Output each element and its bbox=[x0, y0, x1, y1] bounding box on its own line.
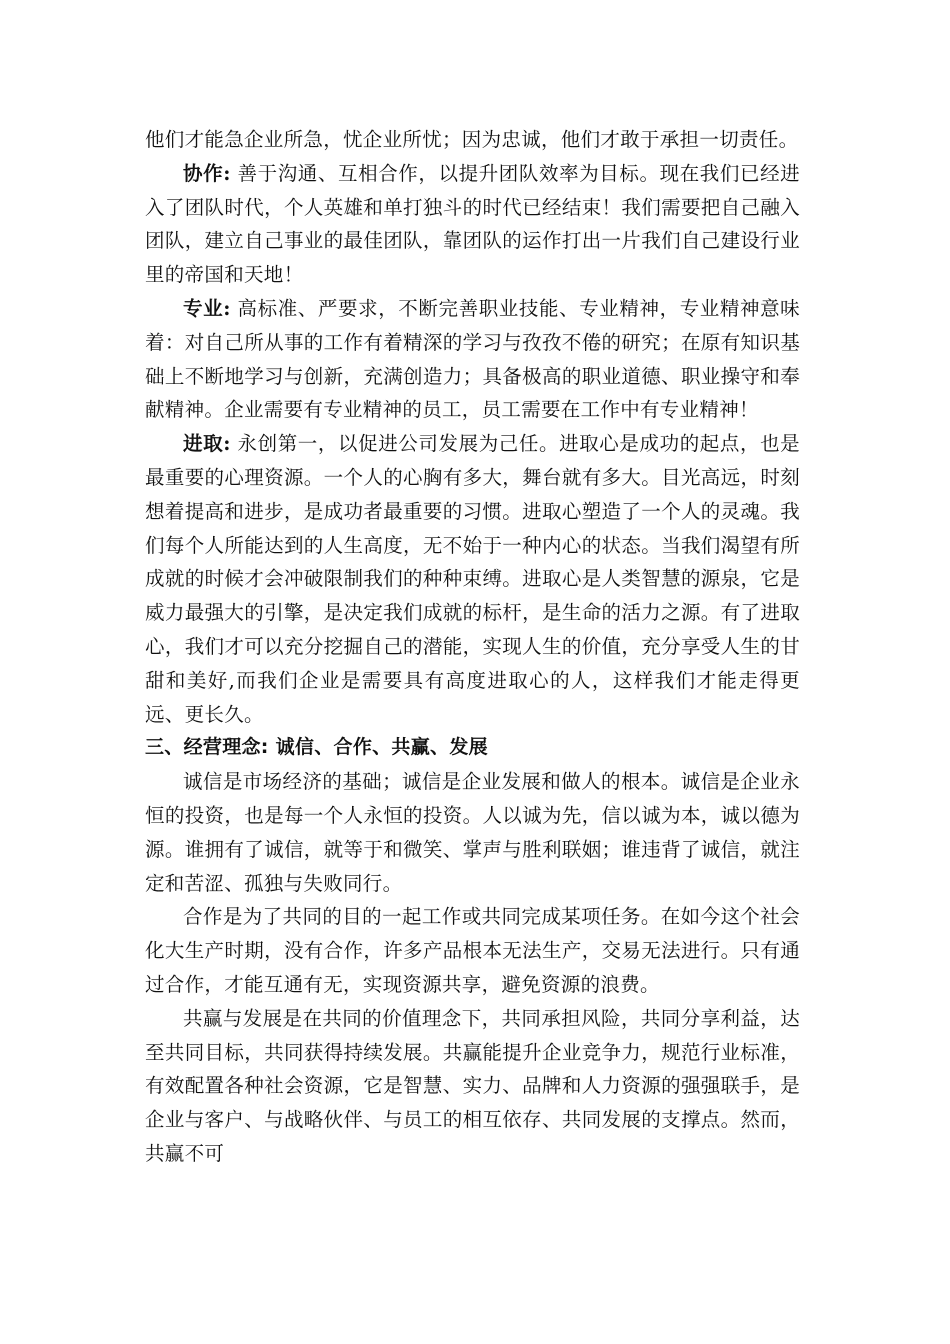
section-heading: 三、经营理念: 诚信、合作、共赢、发展 bbox=[145, 736, 488, 759]
paragraph-integrity bbox=[145, 765, 800, 900]
document-body bbox=[145, 123, 800, 1171]
paragraph-text: 他们才能急企业所急，忧企业所忧；因为忠诚，他们才敢于承担一切责任。 bbox=[145, 128, 799, 151]
paragraph-text: 高标准、严要求，不断完善职业技能、专业精神，专业精神意味着：对自己所从事的工作有着精深的学习与孜孜不倦的研究；在原有知识基础上不断地学习与创新，充满创造力；具备极高的职业道德、职业操守和奉献精神。企业需要有专业精神的员工，员工需要在工作中有专业精神！ bbox=[145, 296, 800, 422]
paragraph-text: 合作是为了共同的目的一起工作或共同完成某项任务。在如今这个社会化大生产时期，没有合作，许多产品根本无法生产，交易无法进行。只有通过合作，才能互通有无，实现资源共享，避免资源的浪费。 bbox=[145, 905, 800, 996]
paragraph-text: 共赢与发展是在共同的价值理念下，共同承担风险，共同分享利益，达至共同目标，共同获得持续发展。共赢能提升企业竞争力，规范行业标准，有效配置各种社会资源，它是智慧、实力、品牌和人力资源的强强联手，是企业与客户、与战略伙伴、与员工的相互依存、共同发展的支撑点。然而，共赢不可 bbox=[145, 1006, 800, 1165]
paragraph-text: 诚信是市场经济的基础；诚信是企业发展和做人的根本。诚信是企业永恒的投资，也是每一个人永恒的投资。人以诚为先，信以诚为本，诚以德为源。谁拥有了诚信，就等于和微笑、掌声与胜利联姻；谁违背了诚信，就注定和苦涩、孤独与失败同行。 bbox=[145, 770, 800, 895]
paragraph-collaboration bbox=[145, 157, 800, 292]
paragraph-loyalty-continued bbox=[145, 123, 800, 157]
paragraph-cooperation bbox=[145, 900, 800, 1001]
paragraph-text: 永创第一，以促进公司发展为己任。进取心是成功的起点，也是最重要的心理资源。一个人的心胸有多大，舞台就有多大。目光高远，时刻想着提高和进步，是成功者最重要的习惯。进取心塑造了一个人的灵魂。我们每个人所能达到的人生高度，无不始于一种内心的状态。当我们渴望有所成就的时候才会冲破限制我们的种种束缚。进取心是人类智慧的源泉，它是威力最强大的引擎，是决定我们成就的标杆，是生命的活力之源。有了进取心，我们才可以充分挖掘自己的潜能，实现人生的价值，充分享受人生的甘甜和美好,而我们企业是需要具有高度进取心的人，这样我们才能走得更远、更长久。 bbox=[145, 432, 800, 726]
paragraph-enterprising bbox=[145, 427, 800, 731]
paragraph-text: 善于沟通、互相合作，以提升团队效率为目标。现在我们已经进入了团队时代，个人英雄和单打独斗的时代已经结束！我们需要把自己融入团队，建立自己事业的最佳团队，靠团队的运作打出一片我们自己建设行业里的帝国和天地！ bbox=[145, 161, 800, 287]
paragraph-professional bbox=[145, 292, 800, 427]
term-enterprising: 进取: bbox=[183, 432, 231, 456]
term-collaboration: 协作: bbox=[183, 161, 231, 185]
term-professional: 专业: bbox=[183, 296, 231, 320]
paragraph-win-win bbox=[145, 1002, 800, 1171]
